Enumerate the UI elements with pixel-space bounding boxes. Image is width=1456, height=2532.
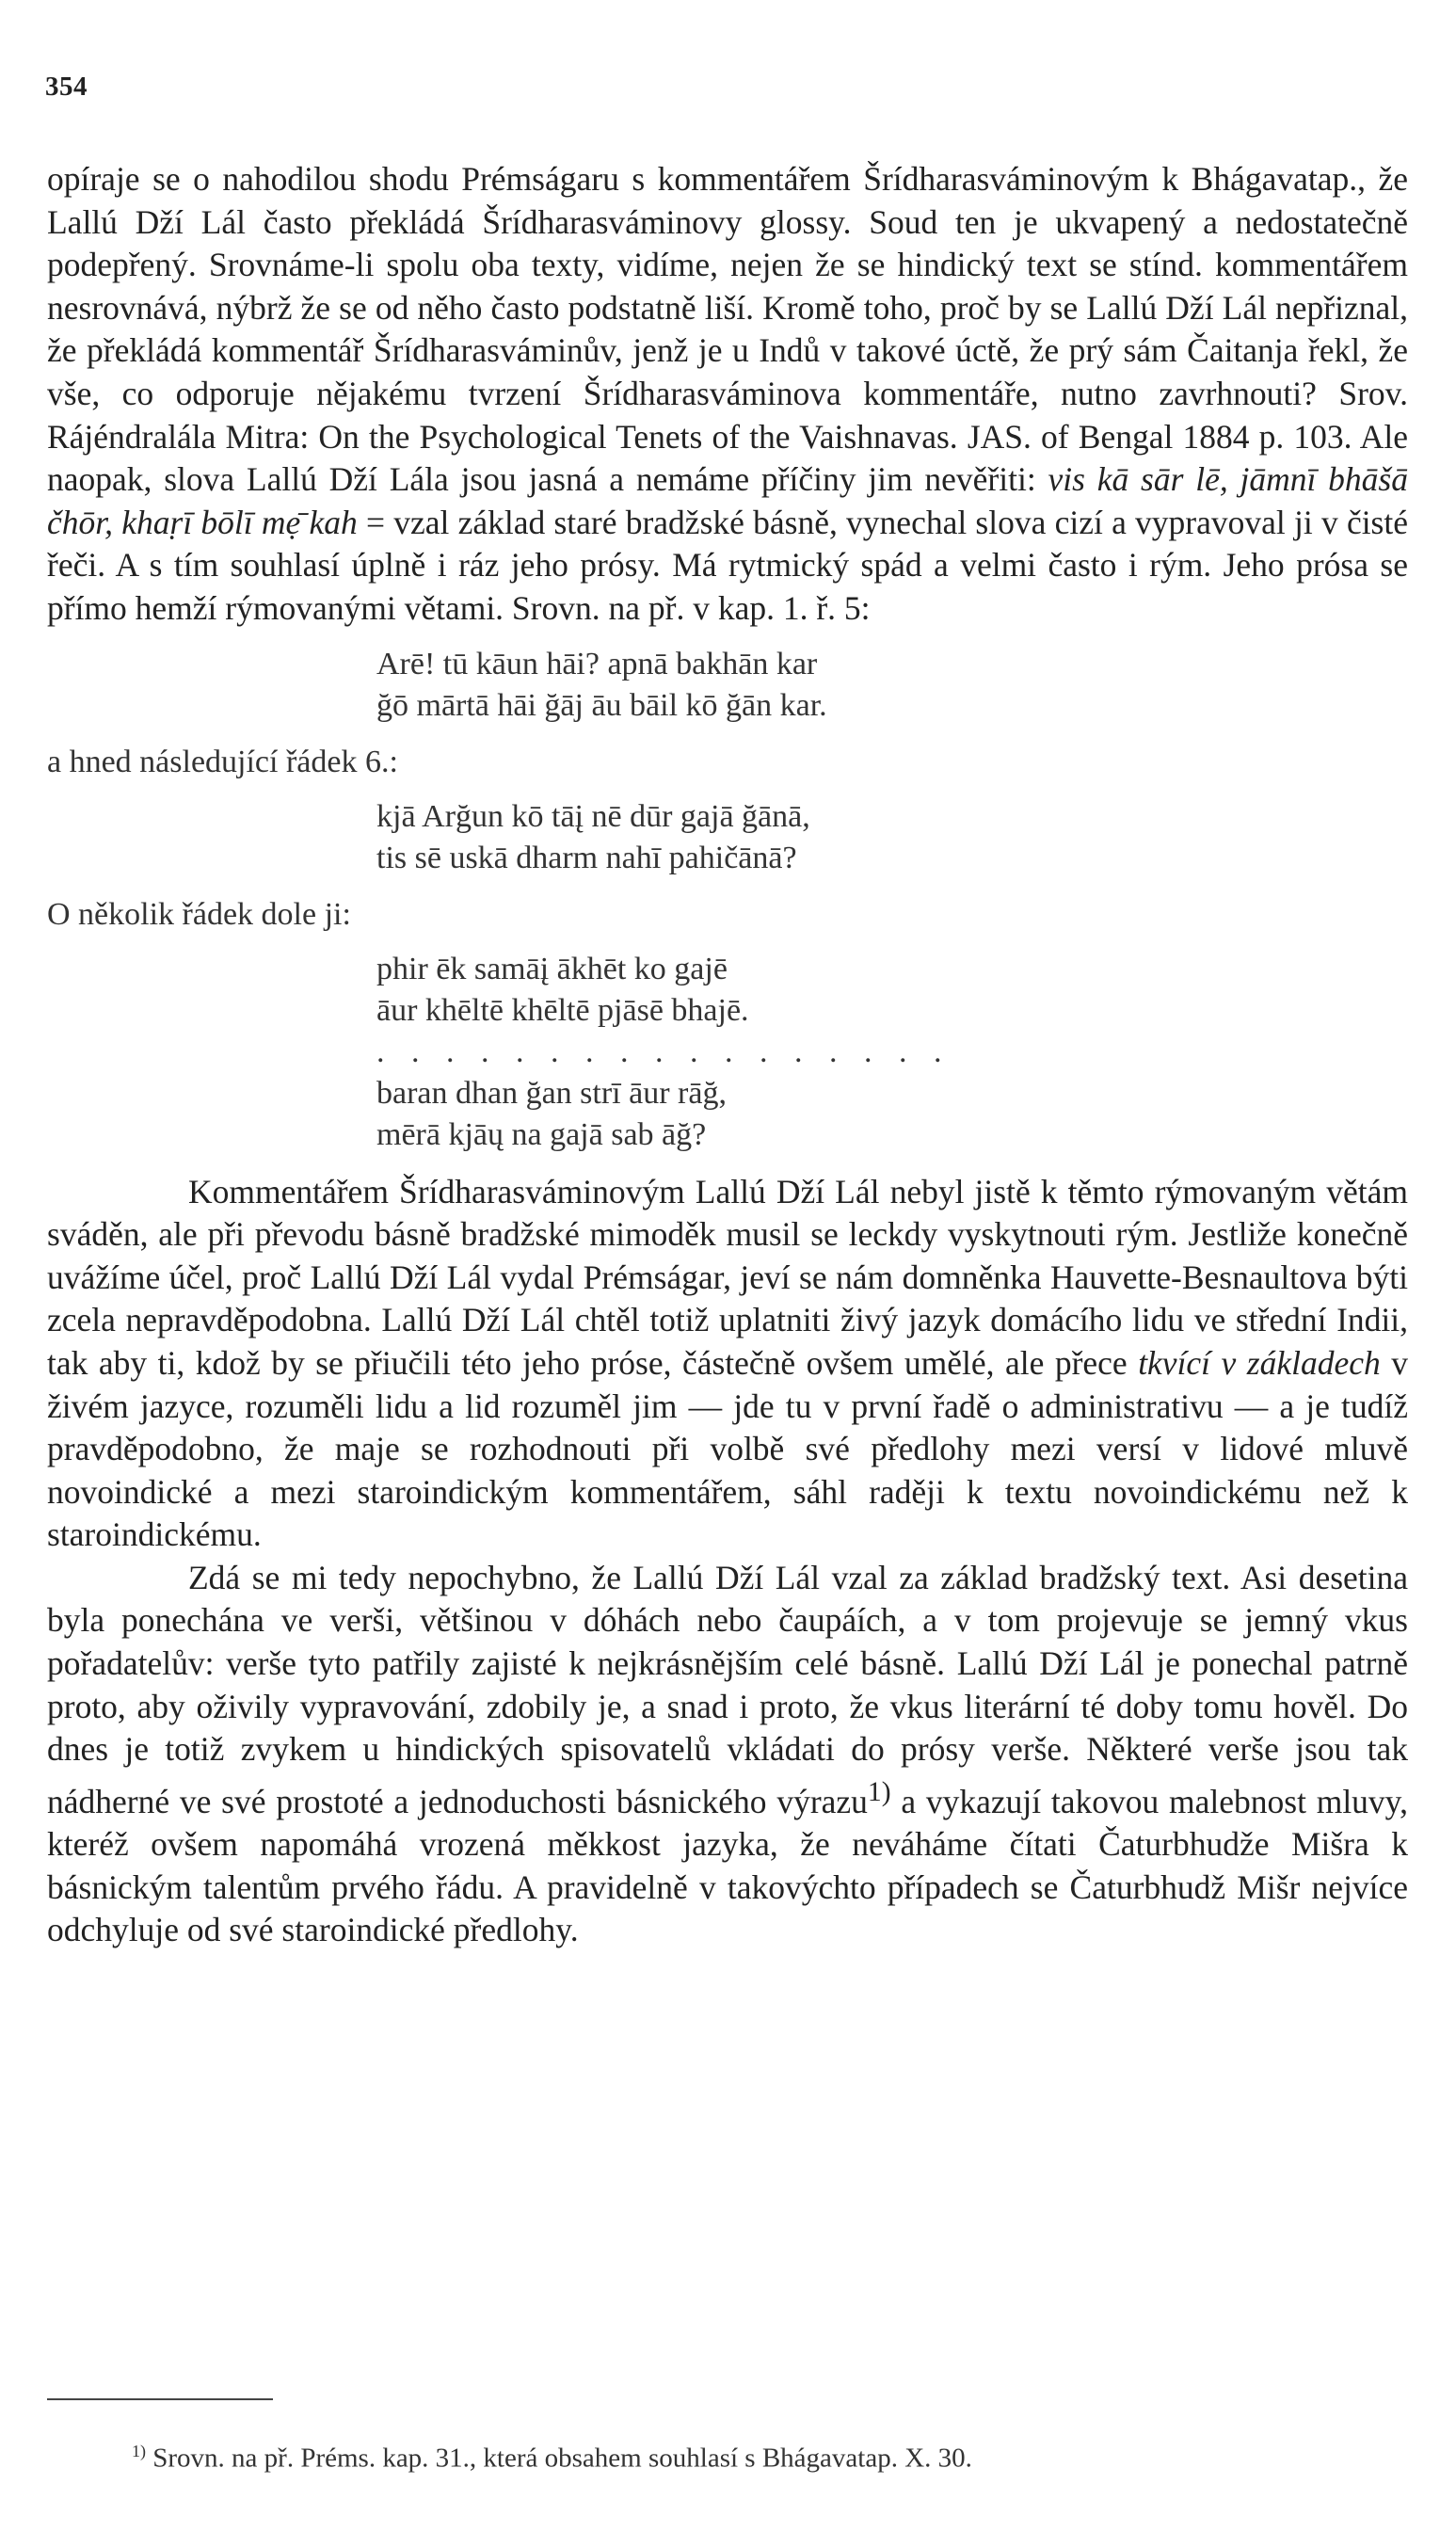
verse-block-3 bbox=[376, 949, 1408, 1156]
paragraph-1-text: opíraje se o nahodilou shodu Prémságaru s kommentářem Šrídharasváminovým k Bhágavatap., že Lallú Dží Lál často překládá Šrídharasváminovy glossy. Soud ten je ukvapený a nedostatečně podepřený. Srovnáme-li spolu oba texty, vidíme, nejen že se hindický text se stínd. kommentářem nesrovnává, nýbrž že se od něho často podstatně liší. Kromě toho, proč by se Lallú Dží Lál nepřiznal, že překládá kommentář Šrídharasváminův, jenž je u Indů v takové úctě, že prý sám Čaitanja řekl, že vše, co odporuje nějakému tvrzení Šrídharasváminova kommentáře, nutno zavrhnouti? Srov. Rájéndralála Mitra: On the Psychological Tenets of the Vaishnavas. JAS. of Bengal 1884 p. 103. Ale naopak, slova Lallú Dží Lála jsou jasná a nemáme příčiny jim nevěřiti: bbox=[47, 160, 1408, 499]
verse-line: Arē! tū kāun hāi? apnā bakhān kar bbox=[376, 646, 818, 681]
verse-line: āur khēltē khēltē pjāsē bhajē. bbox=[376, 992, 749, 1028]
verse-block-1 bbox=[376, 644, 1408, 727]
paragraph-1-tail: = vzal základ staré bradžské básně, vynechal slova cizí a vypravoval ji v čisté řeči. A s tím souhlasí úplně i ráz jeho prósy. Má rytmický spád a velmi často i rým. Jeho prósa se přímo hemží rýmovanými větami. Srovn. na př. v kap. 1. ř. 5: bbox=[47, 503, 1408, 627]
verse-line: phir ēk samāį ākhēt ko gajē bbox=[376, 951, 728, 986]
verse-line: kjā Arğun kō tāį nē dūr gajā ğānā, bbox=[376, 798, 810, 834]
verse-line: baran dhan ğan strī āur rāğ, bbox=[376, 1075, 727, 1111]
paragraph-3-text: Zdá se mi tedy nepochybno, že Lallú Dží Lál vzal za základ bradžský text. Asi desetina byla ponechána ve verši, většinou v dóhách nebo čaupáích, a v tom projevuje se jemný vkus pořadatelův: verše tyto patřily zajisté k nejkrásnějším celé básně. Lallú Dží Lál je ponechal patrně proto, aby oživily vypravování, zdobily je, a snad i proto, že vkus literární té doby tomu hověl. Do dnes je totiž zvykem u hindických spisovatelů vkládati do prósy verše. Některé verše jsou tak nádherné ve své prostoté a jednoduchosti básnického výrazu bbox=[47, 1558, 1408, 1820]
footnote bbox=[132, 2434, 1412, 2476]
paragraph-3-tail: a vykazují takovou malebnost mluvy, kteréž ovšem napomáhá vrozená měkkost jazyka, že neváháme čítati Čaturbhudže Mišra k básnickým talentům prvého řádu. A pravidelně v takovýchto případech se Čaturbhudž Mišr nejvíce odchyluje od své staroindické předlohy. bbox=[47, 1782, 1408, 1949]
paragraph-2-text: Kommentářem Šrídharasváminovým Lallú Dží Lál nebyl jistě k těmto rýmovaným větám sváděn, ale při převodu básně bradžské mimoděk musil se leckdy vyskytnouti rým. Jestliže konečně uvážíme účel, proč Lallú Dží Lál vydal Prémságar, jeví se nám domněnka Hauvette-Besnaultova býti zcela nepravděpodobna. Lallú Dží Lál chtěl totiž uplatniti živý jazyk domácího lidu ve střední Indii, tak aby ti, kdož by se přiučili této jeho prósе, částečně ovšem umělé, ale přece bbox=[47, 1172, 1408, 1382]
verse-block-2 bbox=[376, 796, 1408, 879]
footnote-mark: 1) bbox=[132, 2442, 146, 2460]
verse-line: ğō mārtā hāi ğāj āu bāil kō ğān kar. bbox=[376, 687, 827, 723]
footnote-divider bbox=[47, 2398, 273, 2400]
interlude-1: a hned následující řádek 6.: bbox=[47, 744, 398, 779]
page-body bbox=[47, 158, 1408, 1952]
paragraph-1 bbox=[47, 158, 1408, 631]
verse-line: tis sē uskā dharm nahī pahičānā? bbox=[376, 840, 797, 875]
paragraph-2-tail: v živém jazyce, rozuměli lidu a lid rozuměl jim — jde tu v první řadě o administrativu — a je tudíž pravděpodobno, že maje se rozhodnouti při volbě své předlohy mezi versí v lidové mluvě novoindické a mezi staroindickým kommentářem, sáhl raději k textu novoindickému než k staroindickému. bbox=[47, 1343, 1408, 1554]
footnote-reference: 1) bbox=[867, 1776, 891, 1807]
emphasized-phrase: tkvící v základech bbox=[1138, 1343, 1381, 1382]
hindi-quote: vis kā sār lē, jāmnī bhāšā čhōr, khaṛī bōlī mẹ̄ kah bbox=[47, 460, 1409, 541]
interlude-2: O několik řádek dole ji: bbox=[47, 896, 351, 932]
ellipsis-row: . . . . . . . . . . . . . . . . . bbox=[376, 1034, 952, 1069]
paragraph-3 bbox=[47, 1557, 1408, 1952]
paragraph-2 bbox=[47, 1171, 1408, 1557]
page-number: 354 bbox=[45, 72, 88, 102]
footnote-text: Srovn. na př. Préms. kap. 31., která obsahem souhlasí s Bhágavatap. X. 30. bbox=[152, 2443, 972, 2474]
verse-line: mērā kjāų na gajā sab āğ? bbox=[376, 1116, 707, 1152]
